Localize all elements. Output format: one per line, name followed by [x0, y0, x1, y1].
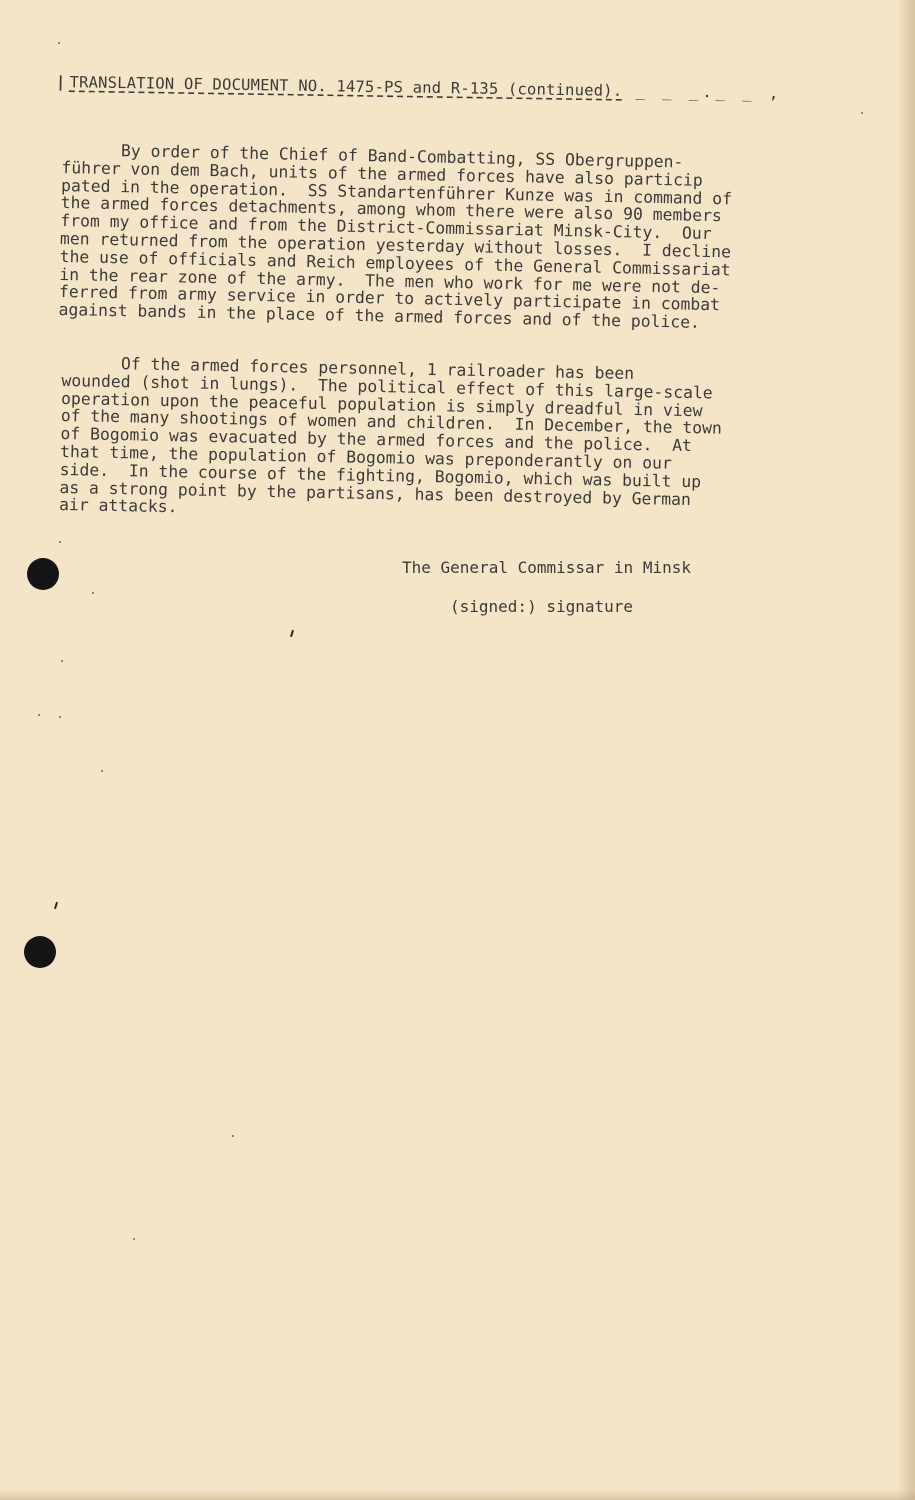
- page-edge-shadow: [897, 0, 915, 1500]
- heading-margin-bar: |: [55, 73, 66, 92]
- paper-speck: [133, 1238, 135, 1240]
- document-heading: [56, 73, 876, 104]
- paper-speck: [61, 660, 63, 662]
- paragraph-2: Of the armed forces personnel, 1 railroader has been wounded (shot in lungs). The political effect of this large-scale operation upon the peaceful population is simply dreadful in view of the many shootings of women and children. In December, the town of Bogomio was evacuated by the armed forces and the police. At that time, the population of Bogomio was preponderantly on our side. In the course of the fighting, Bogomio, which was built up as a strong point by the partisans, has been destroyed by German air attacks.: [58, 353, 723, 517]
- paper-speck: [58, 42, 60, 44]
- paragraph-1: By order of the Chief of Band-Combatting, SS Obergruppen- führer von dem Bach, units of the armed forces have also particip pated in the operation. SS Standartenführer Kunze was in command of the armed forces detachments, among whom there were also 90 members from my office and from the District-Commissariat Minsk-City. Our men returned from the operation yesterday without losses. I decline the use of officials and Reich employees of the General Commissariat in the rear zone of the army. The men who work for me were not de- ferred from army service in order to actively participate in combat against bands in the place of the armed forces and of the police.: [58, 140, 733, 333]
- paper-speck: [232, 1135, 234, 1137]
- paper-speck: [861, 112, 863, 114]
- punch-hole: [24, 936, 56, 968]
- paper-speck: [38, 714, 40, 716]
- signature-line: (signed:) signature: [450, 597, 634, 616]
- paper-speck: [92, 592, 94, 594]
- ink-mark: [54, 902, 58, 909]
- heading-trailing-dashes: _ _ _._ _ ,: [622, 81, 783, 103]
- heading-title: TRANSLATION OF DOCUMENT NO. 1475-PS and R-135 (continued).: [69, 73, 623, 100]
- paper-speck: [101, 770, 103, 772]
- ink-mark: [290, 630, 294, 637]
- signatory-title: The General Commissar in Minsk: [402, 558, 691, 577]
- paper-speck: [59, 541, 61, 543]
- paper-speck: [59, 716, 61, 718]
- page-bottom-shadow: [0, 1490, 915, 1500]
- punch-hole: [27, 558, 59, 590]
